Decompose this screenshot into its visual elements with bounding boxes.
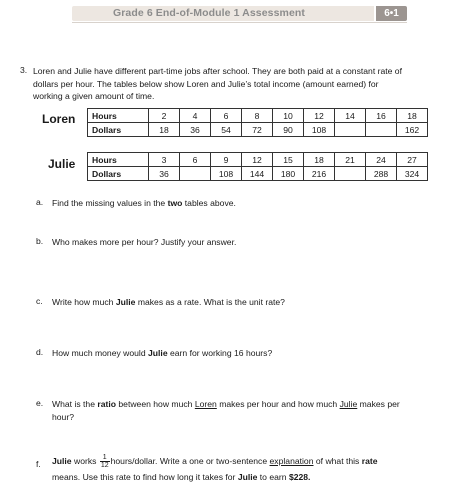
loren-table [87,108,428,137]
table-cell: 180 [273,167,304,181]
table-cell: 14 [335,109,366,123]
part-f-line2-post: to earn [257,472,289,483]
part-e-post: makes per hour? [52,399,400,422]
table-cell: 9 [211,153,242,167]
part-e-letter: e. [36,398,44,408]
loren-dollars-row [88,123,428,137]
table-cell: 2 [149,109,180,123]
table-cell: 24 [366,153,397,167]
table-cell: 36 [180,123,211,137]
table-cell: 16 [366,109,397,123]
table-cell-empty [180,167,211,181]
table-cell-empty [335,167,366,181]
part-c-letter: c. [36,296,43,306]
table-cell: 144 [242,167,273,181]
part-f-bold-julie-2: Julie [237,472,258,483]
part-b-letter: b. [36,236,44,246]
table-cell: 21 [335,153,366,167]
part-d-letter: d. [36,347,44,357]
loren-label: Loren [42,112,76,126]
table-header-cell: Hours [88,109,149,123]
part-f-mid: hours/dollar. Write a one or two-sentence [110,456,270,466]
part-f-underlined: explanation [269,456,314,466]
table-cell: 12 [304,109,335,123]
header-title: Grade 6 End-of-Module 1 Assessment [112,7,306,19]
part-d-bold: Julie [148,348,168,358]
part-d-text [52,347,412,360]
part-f-text [52,453,412,485]
part-d-post: earn for working 16 hours? [167,348,273,358]
fraction-numerator: 1 [100,454,110,462]
table-cell: 90 [273,123,304,137]
part-f-mid2: of what this [313,456,362,466]
part-d-pre: How much money would [52,348,149,358]
part-e-name-julie: Julie [339,399,358,409]
table-header-cell: Hours [88,153,149,167]
fraction-denominator: 12 [100,462,109,470]
header-bar [72,6,374,21]
part-a-pre: Find the missing values in the [52,198,168,208]
module-badge: 6•1 [376,6,407,21]
header-divider [72,22,407,23]
part-e-pre: What is the [52,399,98,409]
fraction [100,454,110,469]
part-e-name-loren: Loren [194,399,217,409]
part-f-pre: works [71,456,99,466]
part-a-letter: a. [36,197,44,207]
part-a-text [52,197,412,210]
table-cell: 108 [304,123,335,137]
part-c-post: makes as a rate. What is the unit rate? [135,297,285,307]
table-cell: 216 [304,167,335,181]
table-cell: 18 [149,123,180,137]
table-cell-empty [335,123,366,137]
julie-table [87,152,428,181]
table-cell: 288 [366,167,397,181]
part-f-bold-rate: rate [361,456,378,466]
question-intro: Loren and Julie have different part-time jobs after school. They are both paid at a constant rate of dollars per hour. The tables below show Loren and Julie’s total income (amount earned) for working a given amount of time. [33,66,402,101]
question-number: 3. [20,65,28,75]
table-cell: 6 [180,153,211,167]
table-cell: 15 [273,153,304,167]
table-cell: 54 [211,123,242,137]
part-f-amount: $228. [288,472,311,483]
table-cell: 3 [149,153,180,167]
part-a-post: tables above. [182,198,236,208]
part-e-mid: between how much [116,399,195,409]
table-cell: 72 [242,123,273,137]
table-header-cell: Dollars [88,167,149,181]
julie-dollars-row [88,167,428,181]
table-cell: 4 [180,109,211,123]
part-f-letter: f. [36,459,41,469]
table-cell: 27 [397,153,428,167]
loren-hours-row [88,109,428,123]
part-e-bold: ratio [97,399,116,409]
part-a-bold: two [167,198,183,208]
table-cell: 324 [397,167,428,181]
part-e-mid2: makes per hour and how much [216,399,340,409]
part-c-text [52,296,412,309]
table-cell: 162 [397,123,428,137]
part-c-bold: Julie [115,297,136,307]
table-cell: 36 [149,167,180,181]
part-b-text: Who makes more per hour? Justify your answer. [52,237,237,247]
table-cell: 10 [273,109,304,123]
table-cell: 18 [397,109,428,123]
table-header-cell: Dollars [88,123,149,137]
julie-label: Julie [48,157,76,171]
table-cell-empty [366,123,397,137]
julie-hours-row [88,153,428,167]
table-cell: 18 [304,153,335,167]
table-cell: 12 [242,153,273,167]
part-c-pre: Write how much [52,297,116,307]
table-cell: 108 [211,167,242,181]
part-f-bold-julie: Julie [52,456,72,466]
part-f-line2-pre: means. Use this rate to find how long it takes for [52,472,238,483]
part-e-text [52,398,412,424]
table-cell: 8 [242,109,273,123]
table-cell: 6 [211,109,242,123]
